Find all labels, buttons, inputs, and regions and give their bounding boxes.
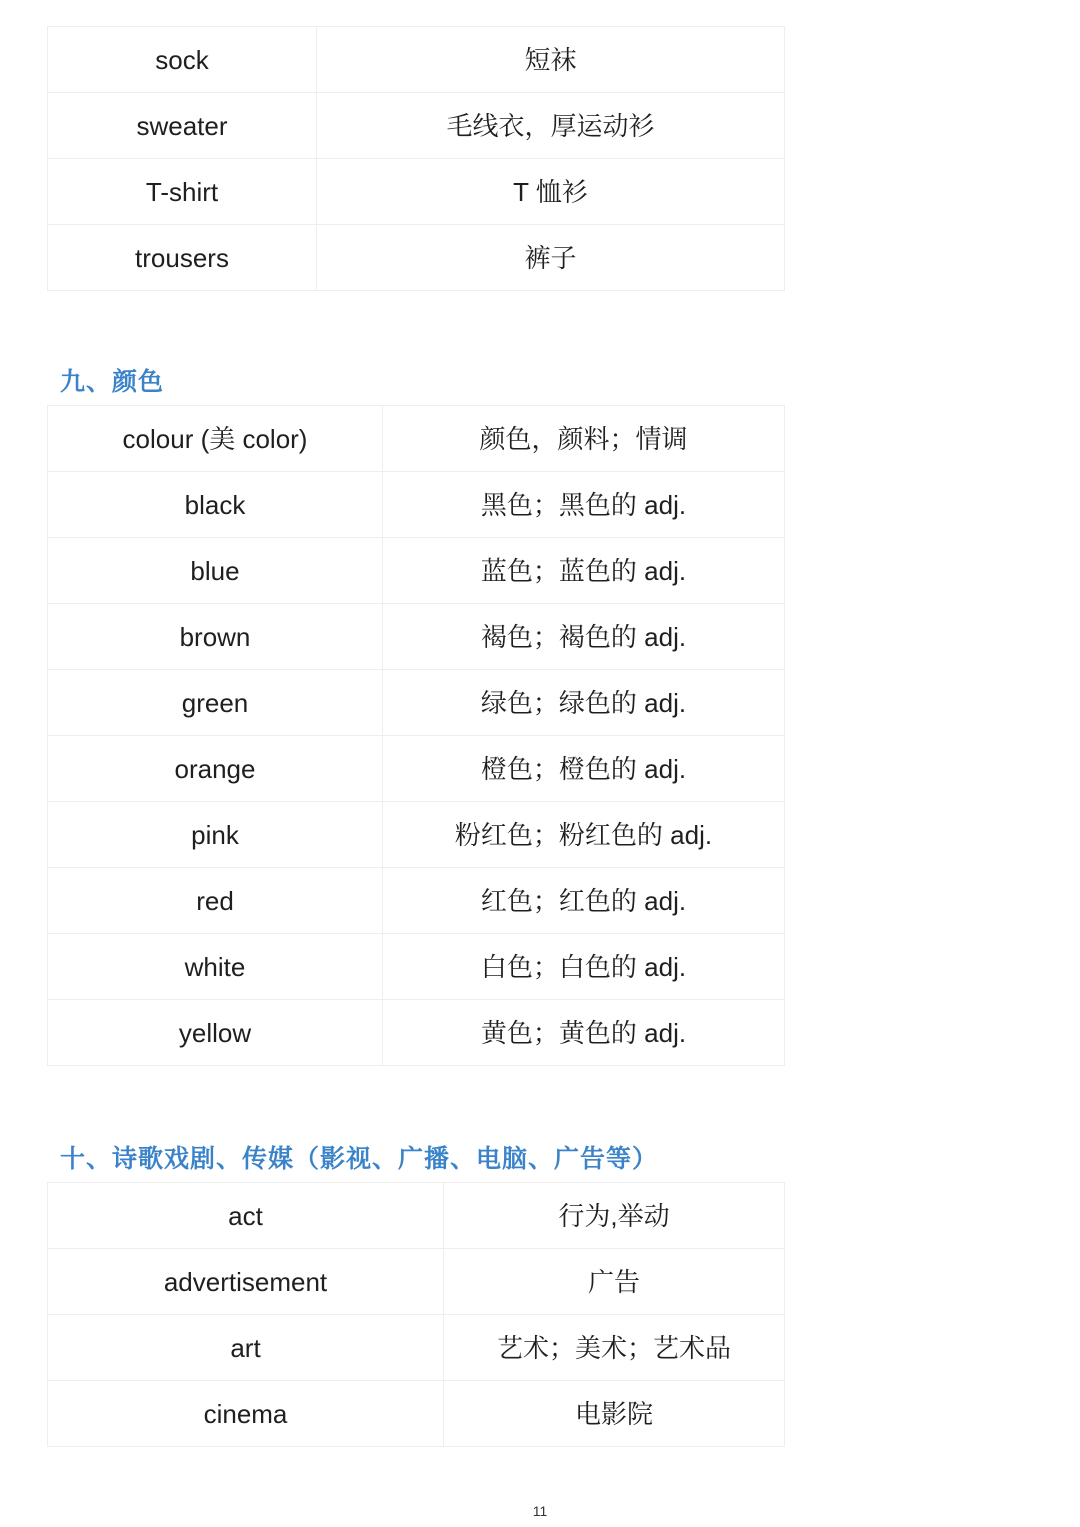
section-heading-colors: 九、颜色 [60,367,165,396]
table-row [48,1183,785,1249]
english-word: blue [48,538,383,604]
chinese-meaning: 颜色，颜料；情调 [383,406,785,472]
table-row [48,225,785,291]
table-row [48,27,785,93]
table-row [48,406,785,472]
english-word: sweater [48,93,317,159]
table-row [48,538,785,604]
chinese-meaning: 广告 [444,1249,785,1315]
colors-vocab-table [47,405,785,1066]
table-row [48,472,785,538]
chinese-meaning: 褐色；褐色的 adj. [383,604,785,670]
english-word: T-shirt [48,159,317,225]
english-word: colour (美 color) [48,406,383,472]
english-word: advertisement [48,1249,444,1315]
chinese-meaning: 电影院 [444,1381,785,1447]
section-heading-media: 十、诗歌戏剧、传媒（影视、广播、电脑、广告等） [60,1144,659,1173]
chinese-meaning: 黄色；黄色的 adj. [383,1000,785,1066]
english-word: pink [48,802,383,868]
table-row [48,1381,785,1447]
chinese-meaning: 绿色；绿色的 adj. [383,670,785,736]
english-word: trousers [48,225,317,291]
chinese-meaning: 裤子 [317,225,785,291]
clothing-vocab-table [47,26,785,291]
chinese-meaning: T 恤衫 [317,159,785,225]
table-row [48,159,785,225]
table-row [48,934,785,1000]
english-word: cinema [48,1381,444,1447]
table-row [48,802,785,868]
page-number: 11 [532,1503,548,1519]
chinese-meaning: 短袜 [317,27,785,93]
table-row [48,736,785,802]
chinese-meaning: 毛线衣，厚运动衫 [317,93,785,159]
table-row [48,868,785,934]
english-word: green [48,670,383,736]
english-word: red [48,868,383,934]
english-word: brown [48,604,383,670]
chinese-meaning: 艺术；美术；艺术品 [444,1315,785,1381]
chinese-meaning: 红色；红色的 adj. [383,868,785,934]
chinese-meaning: 蓝色；蓝色的 adj. [383,538,785,604]
english-word: white [48,934,383,1000]
english-word: art [48,1315,444,1381]
chinese-meaning: 橙色；橙色的 adj. [383,736,785,802]
chinese-meaning: 粉红色；粉红色的 adj. [383,802,785,868]
english-word: act [48,1183,444,1249]
english-word: yellow [48,1000,383,1066]
chinese-meaning: 白色；白色的 adj. [383,934,785,1000]
table-row [48,93,785,159]
table-row [48,1249,785,1315]
english-word: sock [48,27,317,93]
table-row [48,1315,785,1381]
english-word: orange [48,736,383,802]
chinese-meaning: 黑色；黑色的 adj. [383,472,785,538]
media-vocab-table [47,1182,785,1447]
chinese-meaning: 行为,举动 [444,1183,785,1249]
table-row [48,670,785,736]
table-row [48,1000,785,1066]
table-row [48,604,785,670]
english-word: black [48,472,383,538]
